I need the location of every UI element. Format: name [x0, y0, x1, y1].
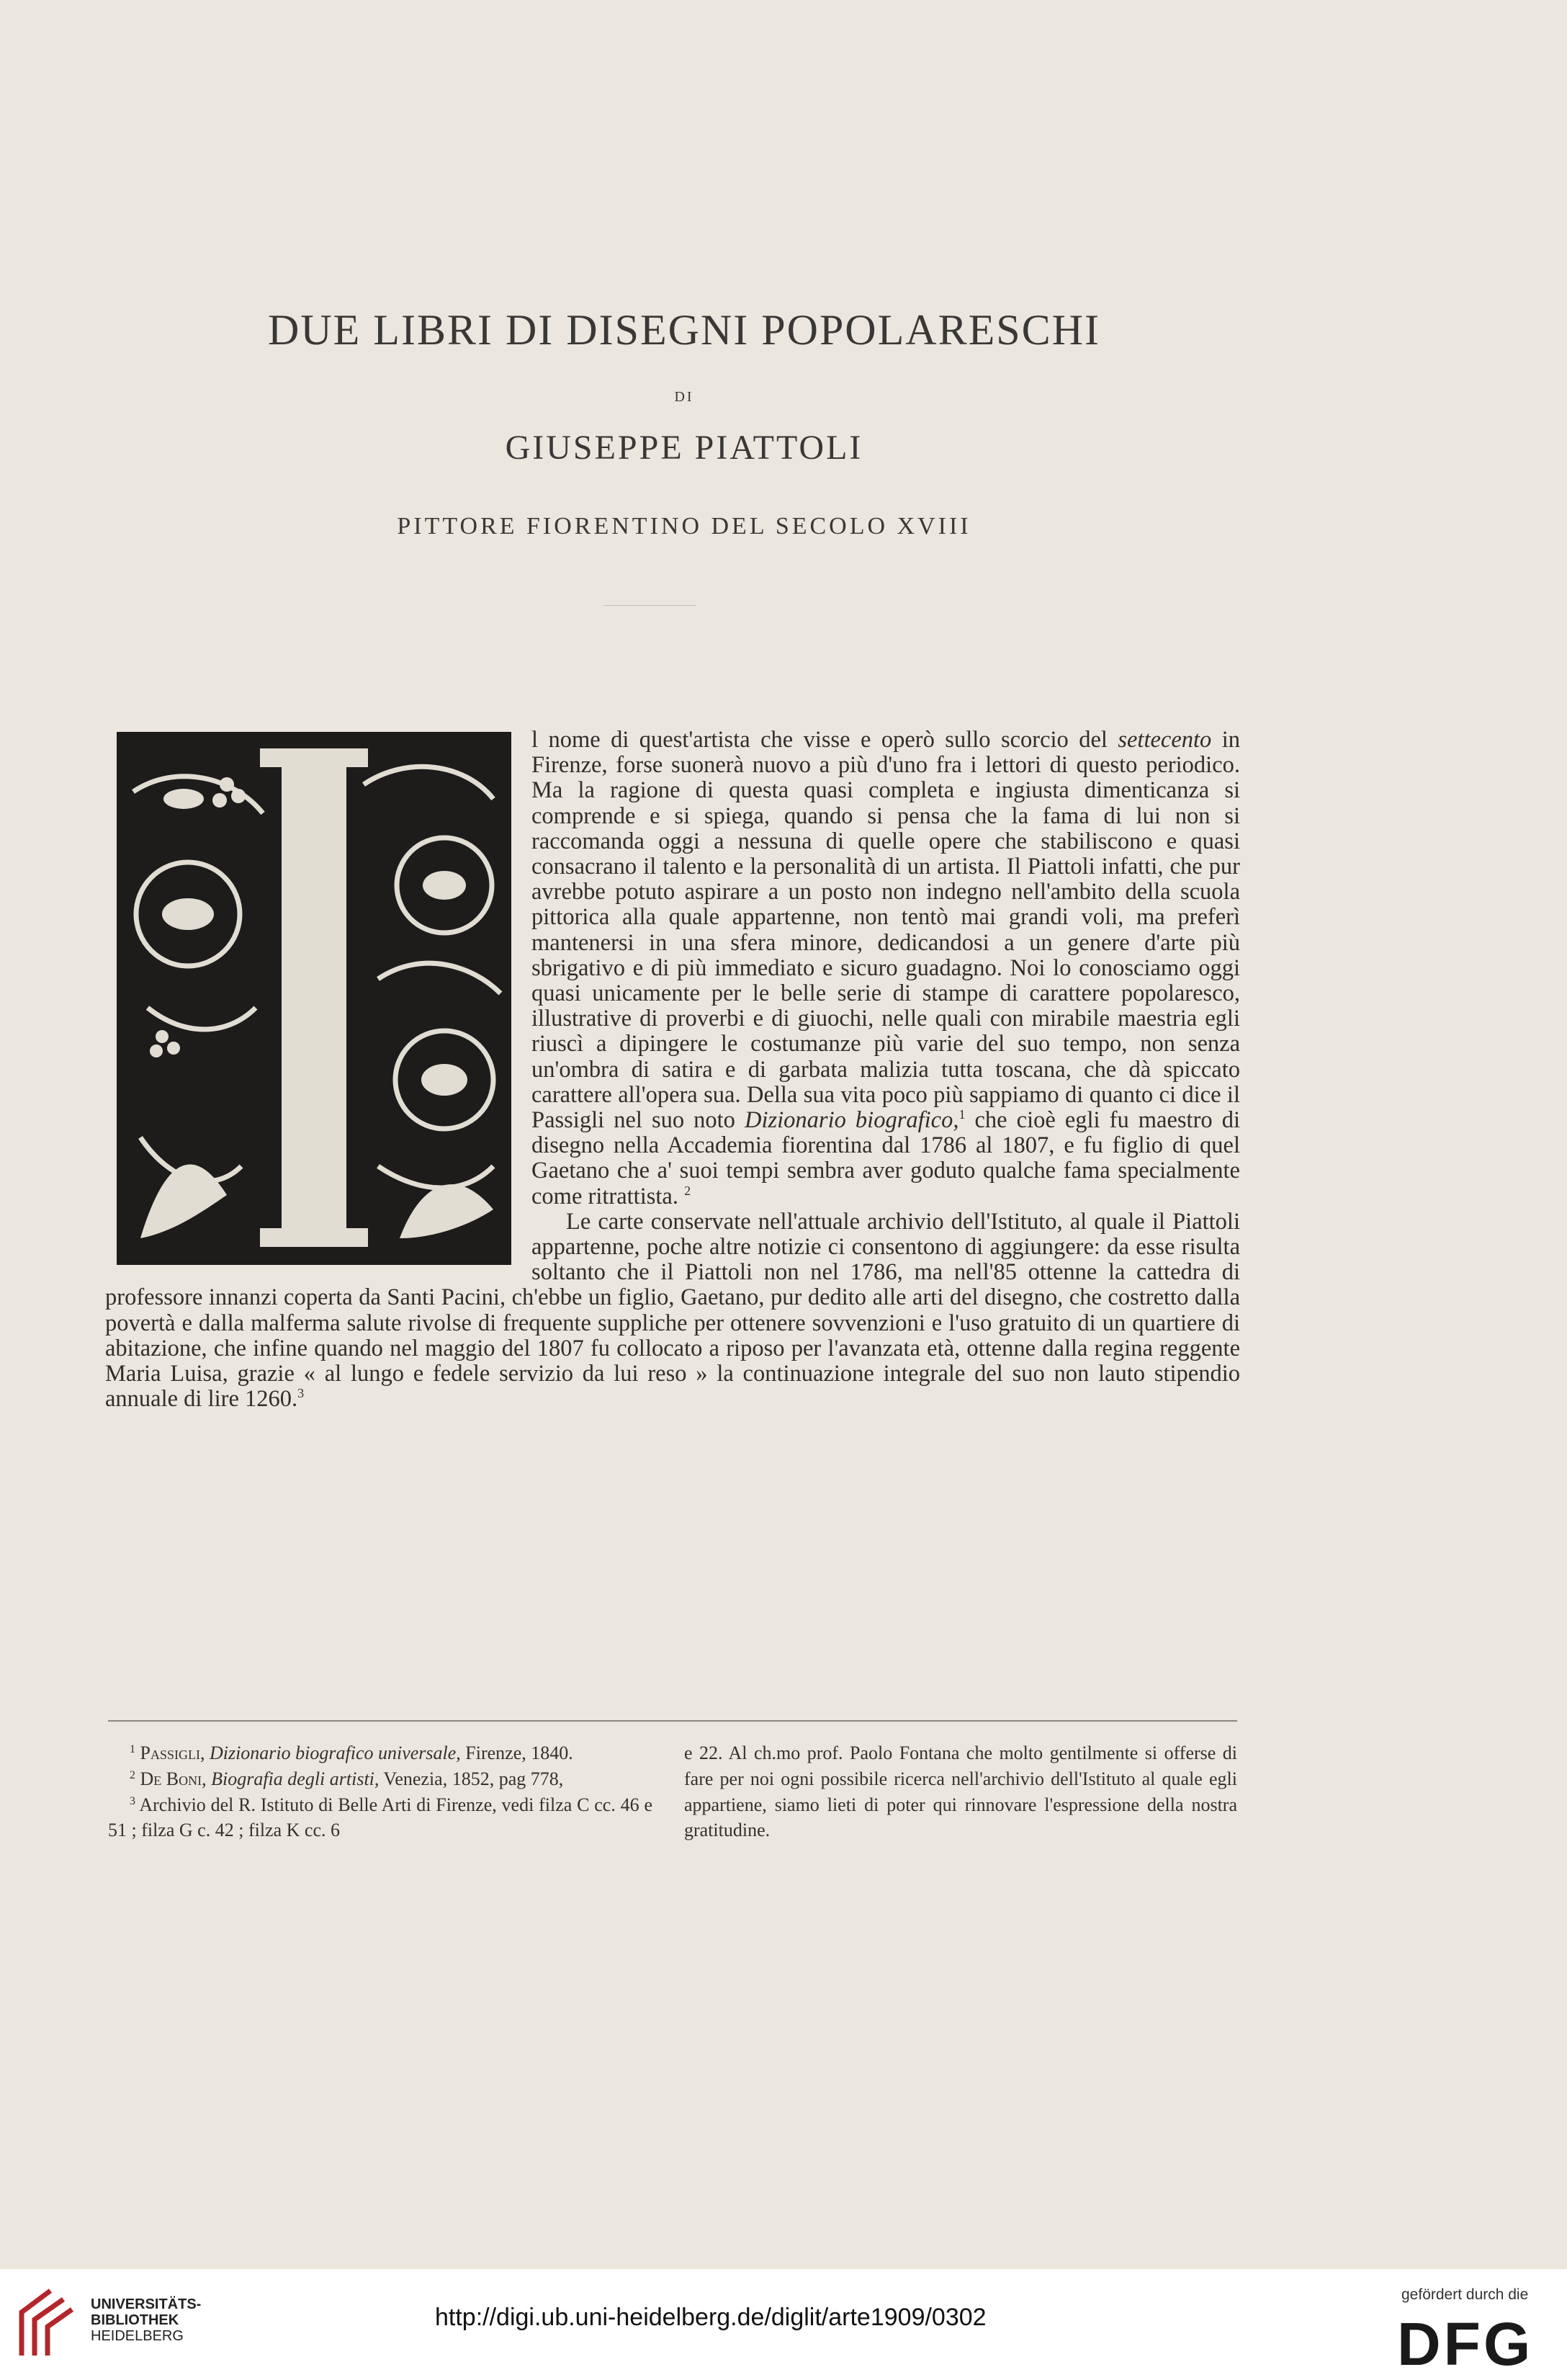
digitization-footer [0, 2269, 1567, 2380]
footnote-2-title: Biografia degli artisti, [211, 1768, 380, 1789]
footnote-ref-1: 1 [958, 1107, 966, 1122]
library-name-line3: HEIDELBERG [91, 2328, 184, 2344]
library-name-line1: UNIVERSITÄTS- [91, 2296, 202, 2312]
footnote-3-number: 3 [130, 1794, 135, 1807]
para1-text-c: che cioè egli fu maestro di disegno nella Accademia fiorentina dal 1786 al 1807, e fu figlio di quel Gaetano che a' suoi tempi sembra aver goduto qualche fama specialmente come ritrattista. [531, 1107, 1240, 1209]
title-divider [603, 605, 696, 606]
para1-italic-a: settecento [1118, 727, 1212, 753]
footnote-3-text: Archivio del R. Istituto di Belle Arti di Firenze, vedi filza C cc. 46 e 51 ; filza G c. 42 ; filza K cc. 6 [108, 1794, 652, 1841]
para1-text-a: l nome di quest'artista che visse e operò sullo scorcio del [531, 727, 1118, 753]
footnote-divider [108, 1720, 1237, 1722]
funded-by-label: gefördert durch die [1401, 2286, 1529, 2303]
footnote-ref-2: 2 [684, 1183, 691, 1198]
library-name-line2: BIBLIOTHEK [91, 2312, 179, 2328]
para1-italic-b: Dizionario biografico, [745, 1107, 959, 1134]
footnote-1-title: Dizionario biografico universale, [209, 1742, 461, 1763]
university-library-logo-icon[interactable] [14, 2283, 79, 2363]
article-subtitle: PITTORE FIORENTINO DEL SECOLO XVIII [397, 513, 971, 540]
decorated-initial-i [117, 732, 511, 1265]
footnote-2-author: De Boni, [140, 1768, 207, 1789]
author-name: GIUSEPPE PIATTOLI [505, 429, 863, 467]
footnote-3 [108, 1792, 652, 1844]
footnote-3-continued: e 22. Al ch.mo prof. Paolo Fontana che molto gentilmente si offerse di fare per noi ogni possibile ricerca nell'archivio dell'Istituto al quale egli appartiene, siamo lieti di poter qui rinnovare l'espressione della nostra gratitudine. [684, 1742, 1237, 1841]
article-body [105, 728, 1240, 1412]
source-url-link[interactable]: http://digi.ub.uni-heidelberg.de/diglit/arte1909/0302 [435, 2304, 987, 2331]
footnote-2-number: 2 [130, 1768, 135, 1781]
footnote-1-rest: Firenze, 1840. [460, 1742, 573, 1763]
para2-text: Le carte conservate nell'attuale archivio dell'Istituto, al quale il Piattoli appartenne, poche altre notizie ci consentono di aggiungere: da esse risulta soltanto che il Piattoli non nel 1786, ma nell'85 ottenne la cattedra di professore innanzi coperta da Santi Pacini, ch'ebbe un figlio, Gaetano, pur dedito alle arti del disegno, che costretto dalla povertà e dalla malferma salute rivolse di frequente suppliche per ottenere sovvenzioni e l'uso gratuito di un quartiere di abitazione, che infine quando nel maggio del 1807 fu collocato a riposo per l'avanzata età, ottenne dalla regina reggente Maria Luisa, grazie « al lungo e fedele servizio da lui reso » la continuazione integrale del suo non lauto stipendio annuale di lire 1260. [105, 1208, 1240, 1413]
footnotes-left-column [108, 1740, 652, 1843]
footnote-2 [108, 1766, 652, 1792]
article-title: DUE LIBRI DI DISEGNI POPOLARESCHI [268, 306, 1100, 354]
footnote-ref-3: 3 [297, 1386, 305, 1401]
title-di: DI [674, 389, 694, 405]
footnote-1 [108, 1740, 652, 1766]
footnotes-right-column [684, 1740, 1237, 1843]
university-library-name [91, 2296, 201, 2344]
footnote-1-author: Passigli, [140, 1742, 205, 1763]
dfg-logo[interactable]: DFG [1397, 2310, 1534, 2378]
ornament-illustration [119, 734, 509, 1263]
footnote-1-number: 1 [130, 1743, 135, 1755]
footnote-2-rest: Venezia, 1852, pag 778, [379, 1768, 564, 1789]
para1-text-b: in Firenze, forse suonerà nuovo a più d'uno fra i lettori di questo periodico. Ma la ragione di questa quasi completa e ingiusta dimenticanza si comprende e si spiega, quando si pensa che la fama di lui non si raccomanda oggi a nessuna di quelle opere che stabiliscono e quasi consacrano il talento e la personalità di un artista. Il Piattoli infatti, che pur avrebbe potuto aspirare a un posto non indegno nell'ambito della scuola pittorica alla quale appartenne, non tentò mai grandi voli, ma preferì mantenersi in una sfera minore, dedicandosi a un genere d'arte più sbrigativo e di più immediato e sicuro guadagno. Noi lo conosciamo oggi quasi unicamente per le belle serie di stampe di carattere popolaresco, illustrative di proverbi e di giuochi, nelle quali con mirabile maestria egli riuscì a dipingere le costumanze più varie del suo tempo, non senza un'ombra di satira e di garbata malizia tutta toscana, che dà spiccato carattere all'opera sua. Della sua vita poco più sappiamo di quanto ci dice il Passigli nel suo noto [531, 727, 1241, 1134]
